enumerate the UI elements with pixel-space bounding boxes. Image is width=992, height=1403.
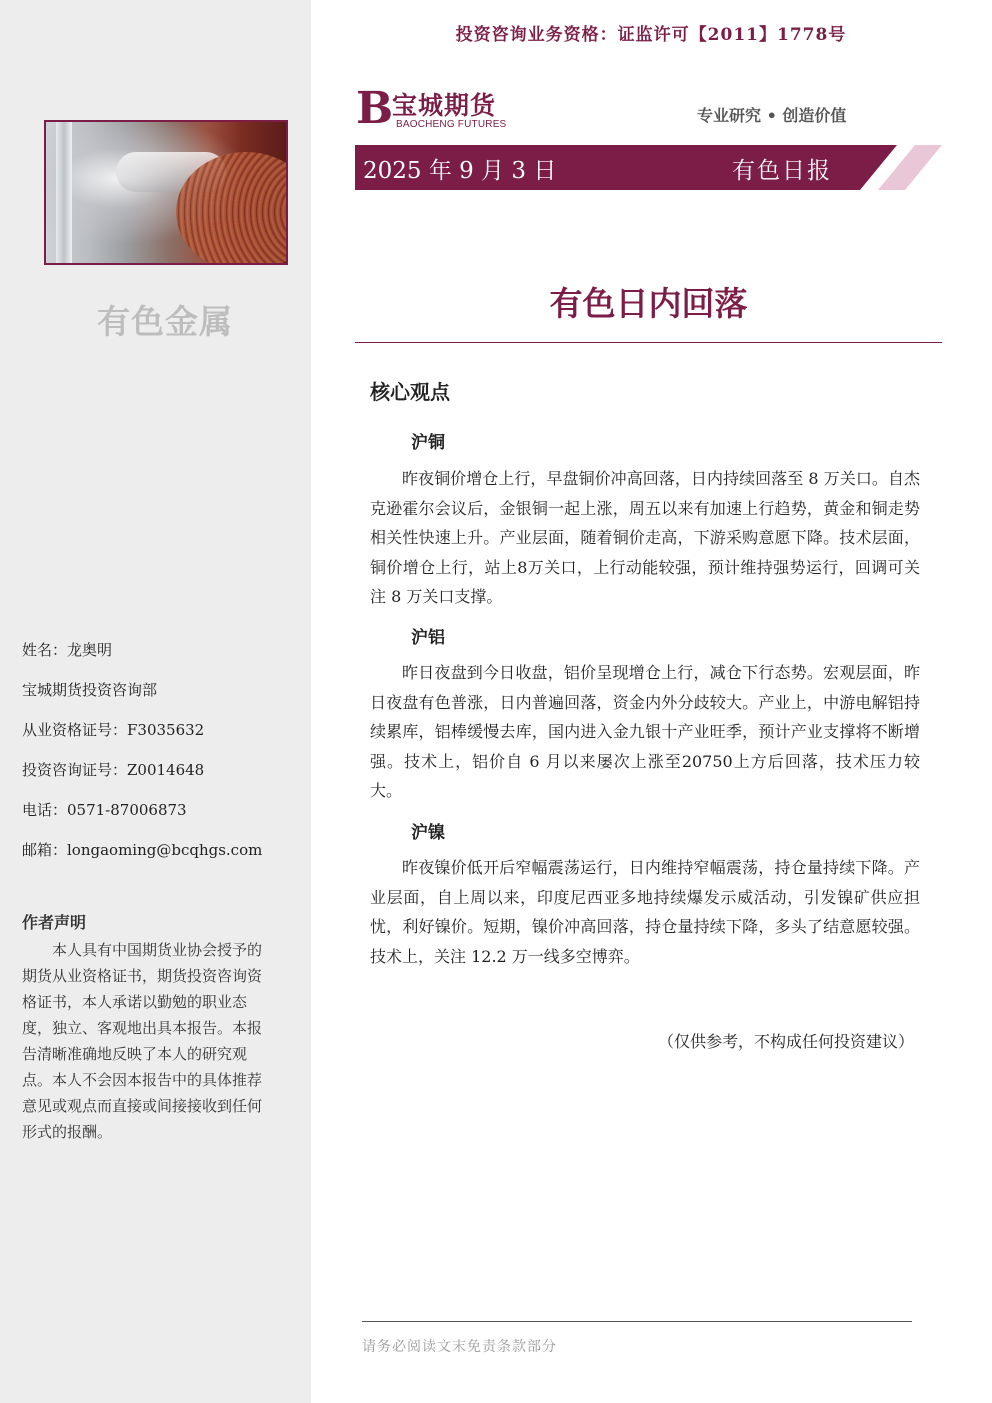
section-body-copper: 昨夜铜价增仓上行，早盘铜价冲高回落，日内持续回落至 8 万关口。自杰克逊霍尔会议后，金银铜一起上涨，周五以来有加速上行趋势，黄金和铜走势相关性快速上升。产业层面，随着铜价走高，下游采购意愿下降。技术层面，铜价增仓上行，站上8万关口，上行动能较强，预计维持强势运行，回调可关注 8 万关口支撑。	[370, 469, 920, 606]
author-name: 姓名：龙奥明	[22, 641, 113, 659]
core-view-title: 核心观点	[370, 380, 450, 404]
section-title-aluminum: 沪铝	[411, 628, 445, 648]
declaration-body: 本人具有中国期货业协会授予的期货从业资格证书，期货投资咨询资格证书，本人承诺以勤勉的职业态度，独立、客观地出具本报告。本报告清晰准确地反映了本人的研究观点。本人不会因本报告中的具体推荐意见或观点而直接或间接接收到任何形式的报酬。	[22, 941, 263, 1141]
sector-title: 有色金属	[97, 302, 233, 341]
disclaimer: （仅供参考，不构成任何投资建议）	[657, 1032, 914, 1051]
logo-mark: B	[356, 83, 394, 134]
author-email[interactable]: 邮箱：longaoming@bcqhgs.com	[22, 841, 263, 859]
report-type: 有色日报	[732, 158, 832, 184]
headline: 有色日内回落	[549, 284, 748, 323]
author-info	[22, 630, 302, 870]
logo-cn-text: 宝城期货	[392, 91, 497, 120]
section-title-copper: 沪铜	[411, 433, 445, 453]
footer-note: 请务必阅读文末免责条款部分	[362, 1339, 557, 1355]
banner-underline	[355, 188, 860, 190]
section-body-aluminum: 昨日夜盘到今日收盘，铝价呈现增仓上行，减仓下行态势。宏观层面，昨日夜盘有色普涨，日内普遍回落，资金内外分歧较大。产业上，中游电解铝持续累库，铝棒缓慢去库，国内进入金九银十产业旺季，预计产业支撑将不断增强。技术上，铝价自 6 月以来屡次上涨至20750上方后回落，技术压力较大。	[370, 663, 920, 800]
report-date: 2025 年 9 月 3 日	[363, 158, 557, 184]
section-body-nickel: 昨夜镍价低开后窄幅震荡运行，日内维持窄幅震荡，持仓量持续下降。产业层面，自上周以来，印度尼西亚多地持续爆发示威活动，引发镍矿供应担忧，利好镍价。短期，镍价冲高回落，持仓量持续下降，多头了结意愿较强。技术上，关注 12.2 万一线多空博弈。	[370, 858, 920, 966]
footer-divider	[362, 1321, 912, 1322]
author-consulting-id: 投资咨询证号：Z0014648	[22, 761, 205, 779]
author-department: 宝城期货投资咨询部	[22, 681, 158, 699]
author-phone: 电话：0571-87006873	[22, 801, 187, 819]
author-qualification: 从业资格证号：F3035632	[22, 721, 205, 739]
license-line: 投资咨询业务资格：证监许可【2011】1778号	[455, 25, 847, 45]
cover-image	[44, 120, 288, 265]
declaration-title: 作者声明	[22, 913, 87, 932]
metal-rod	[56, 122, 72, 263]
date-banner	[355, 145, 942, 190]
section-title-nickel: 沪镍	[411, 823, 445, 843]
logo-en-text: BAOCHENG FUTURES	[396, 119, 507, 130]
slogan: 专业研究 • 创造价值	[697, 106, 847, 125]
headline-divider	[355, 342, 942, 343]
sidebar	[0, 0, 311, 1403]
company-logo	[356, 83, 556, 136]
